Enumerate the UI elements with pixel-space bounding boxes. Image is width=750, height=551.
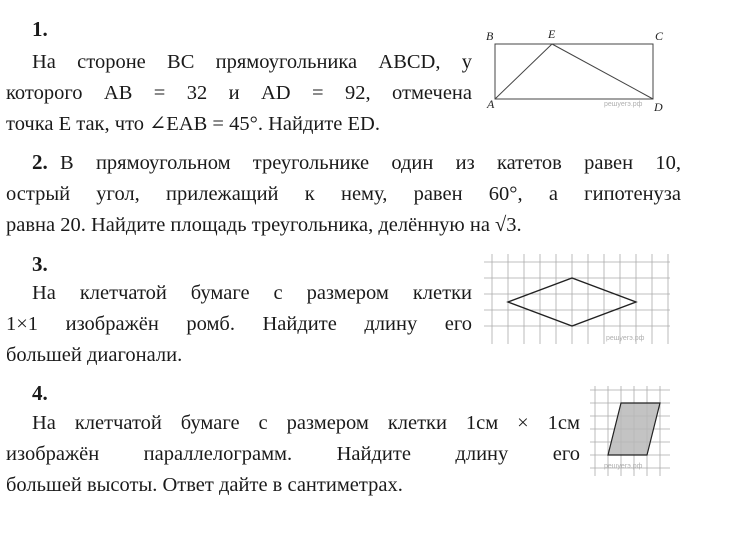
problem-3-line-2: 1×1 изображён ромб. Найдите длину его [6,313,472,335]
problem-2-number: 2. [32,150,48,174]
watermark: решуегэ.рф [606,335,645,342]
problem-3-line-3: большей диагонали. [6,344,183,366]
problem-2-line-3: равна 20. Найдите площадь треугольника, делённую на √3. [6,214,522,236]
problem-3-number: 3. [32,252,48,276]
problem-2-line-1: В прямоугольном треугольнике один из катетов равен 10, [60,152,681,174]
rhombus-figure [484,254,674,346]
problem-3-line-1: На клетчатой бумаге с размером клетки [32,282,472,304]
problem-4-text [6,408,580,501]
problem-3-text [6,278,472,371]
problem-2-line-2: острый угол, прилежащий к нему, равен 60°, а гипотенуза [6,183,681,205]
label-a: A [487,97,495,111]
problem-4-line-1: На клетчатой бумаге с размером клетки 1см × 1см [32,412,580,434]
watermark: решуегэ.рф [604,101,643,108]
problem-1-line-2: которого AB = 32 и AD = 92, отмечена [6,82,472,104]
problem-1-line-1: На стороне ВС прямоугольника ABCD, у [32,51,472,73]
watermark: решуегэ.рф [604,463,643,470]
problem-4-line-3: большей высоты. Ответ дайте в сантиметрах. [6,474,403,496]
label-c: C [655,29,664,43]
parallelogram-figure [590,386,672,478]
problem-2-text [6,148,681,241]
rectangle-figure [482,26,682,116]
problem-1-line-3: точка E так, что ∠EAB = 45°. Найдите ED. [6,113,380,135]
problem-4-number: 4. [32,381,48,405]
label-d: D [654,100,663,114]
problem-1-number: 1. [32,17,48,41]
label-b: B [486,29,494,43]
problem-1-text [6,47,472,140]
label-e: E [548,27,556,41]
problem-4-line-2: изображён параллелограмм. Найдите длину его [6,443,580,465]
